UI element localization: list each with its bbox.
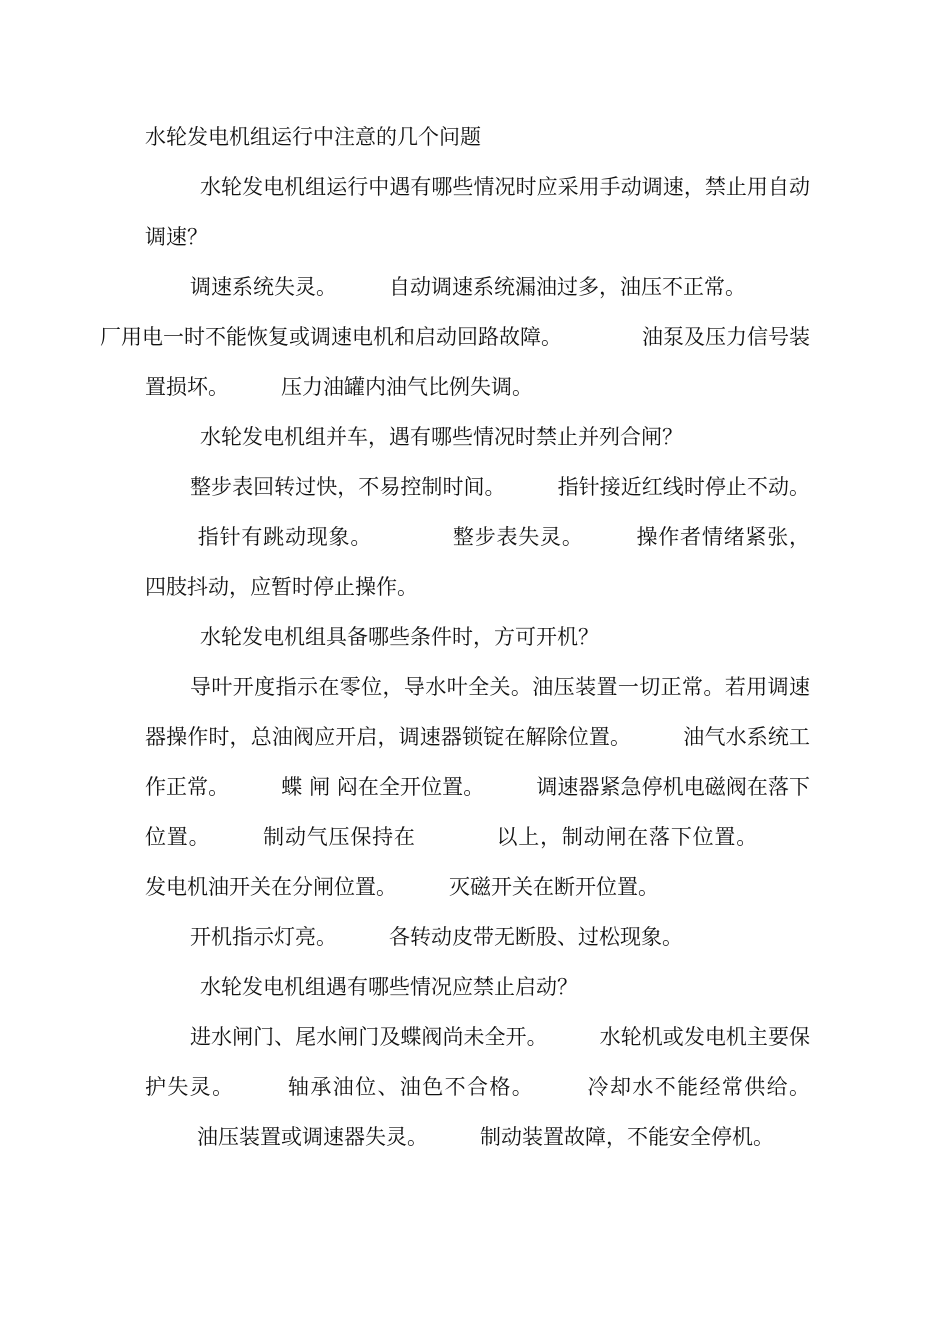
- section-1-question: 水轮发电机组运行中遇有哪些情况时应采用手动调速，禁止用自动调速？: [145, 175, 810, 249]
- answer-item: 轴承油位、油色不合格。: [286, 1075, 535, 1099]
- answer-item: 整步表回转过快，不易控制时间。: [190, 475, 506, 499]
- answer-item: 开机指示灯亮。: [190, 925, 337, 949]
- answer-item: 油压装置或调速器失灵。: [197, 1125, 428, 1149]
- section-3-question: 水轮发电机组具备哪些条件时，方可开机？: [200, 625, 599, 649]
- answer-item: 制动气压保持在: [262, 825, 416, 849]
- answer-item: 冷却水不能经常供给。: [586, 1075, 811, 1099]
- section-4-answers: [145, 1012, 810, 1162]
- answer-item: 以上，制动闸在落下位置。: [495, 825, 759, 849]
- answer-item: 油气水系统工作正常。: [145, 725, 810, 799]
- section-1-answers: [100, 262, 810, 412]
- answer-item: 厂用电一时不能恢复或调速电机和启动回路故障。: [100, 325, 562, 349]
- answer-item: 蝶 闸 闷在全开位置。: [281, 775, 485, 799]
- answer-item: 自动调速系统漏油过多，油压不正常。: [389, 275, 746, 299]
- answer-item: 整步表失灵。: [452, 525, 584, 549]
- answer-item: 油泵及压力信号装置损坏。: [145, 325, 810, 399]
- answer-item: 灭磁开关在断开位置。: [449, 875, 659, 899]
- answer-item: 操作者情绪紧张，四肢抖动，应暂时停止操作。: [145, 525, 811, 599]
- section-2-question: 水轮发电机组并车，遇有哪些情况时禁止并列合闸？: [200, 425, 683, 449]
- answer-item: 导叶开度指示在零位，导水叶全关。油压装置一切正常。若用调速器操作时，总油阀应开启，调速器锁锭在解除位置。: [145, 675, 810, 749]
- answer-item: 调速器紧急停机电磁阀在落下位置。: [145, 775, 811, 849]
- answer-item: 进水闸门、尾水闸门及蝶阀尚未全开。: [190, 1025, 548, 1049]
- answer-item: 指针接近红线时停止不动。: [557, 475, 811, 499]
- section-4-question: 水轮发电机组遇有哪些情况应禁止启动？: [200, 975, 578, 999]
- document-body: [100, 112, 811, 1162]
- document-title: 水轮发电机组运行中注意的几个问题: [145, 125, 481, 149]
- answer-item: 指针有跳动现象。: [197, 525, 373, 549]
- section-2-answers: [145, 462, 810, 612]
- section-3-answers: [145, 662, 810, 912]
- answer-item: 制动装置故障，不能安全停机。: [480, 1125, 774, 1149]
- answer-item: 各转动皮带无断股、过松现象。: [389, 925, 683, 949]
- answer-item: 压力油罐内油气比例失调。: [281, 375, 533, 399]
- answer-item: 水轮机或发电机主要保护失灵。: [145, 1025, 811, 1099]
- answer-item: 调速系统失灵。: [190, 275, 337, 299]
- answer-item: 发电机油开关在分闸位置。: [145, 875, 397, 899]
- section-3-answers-cont: [145, 912, 810, 962]
